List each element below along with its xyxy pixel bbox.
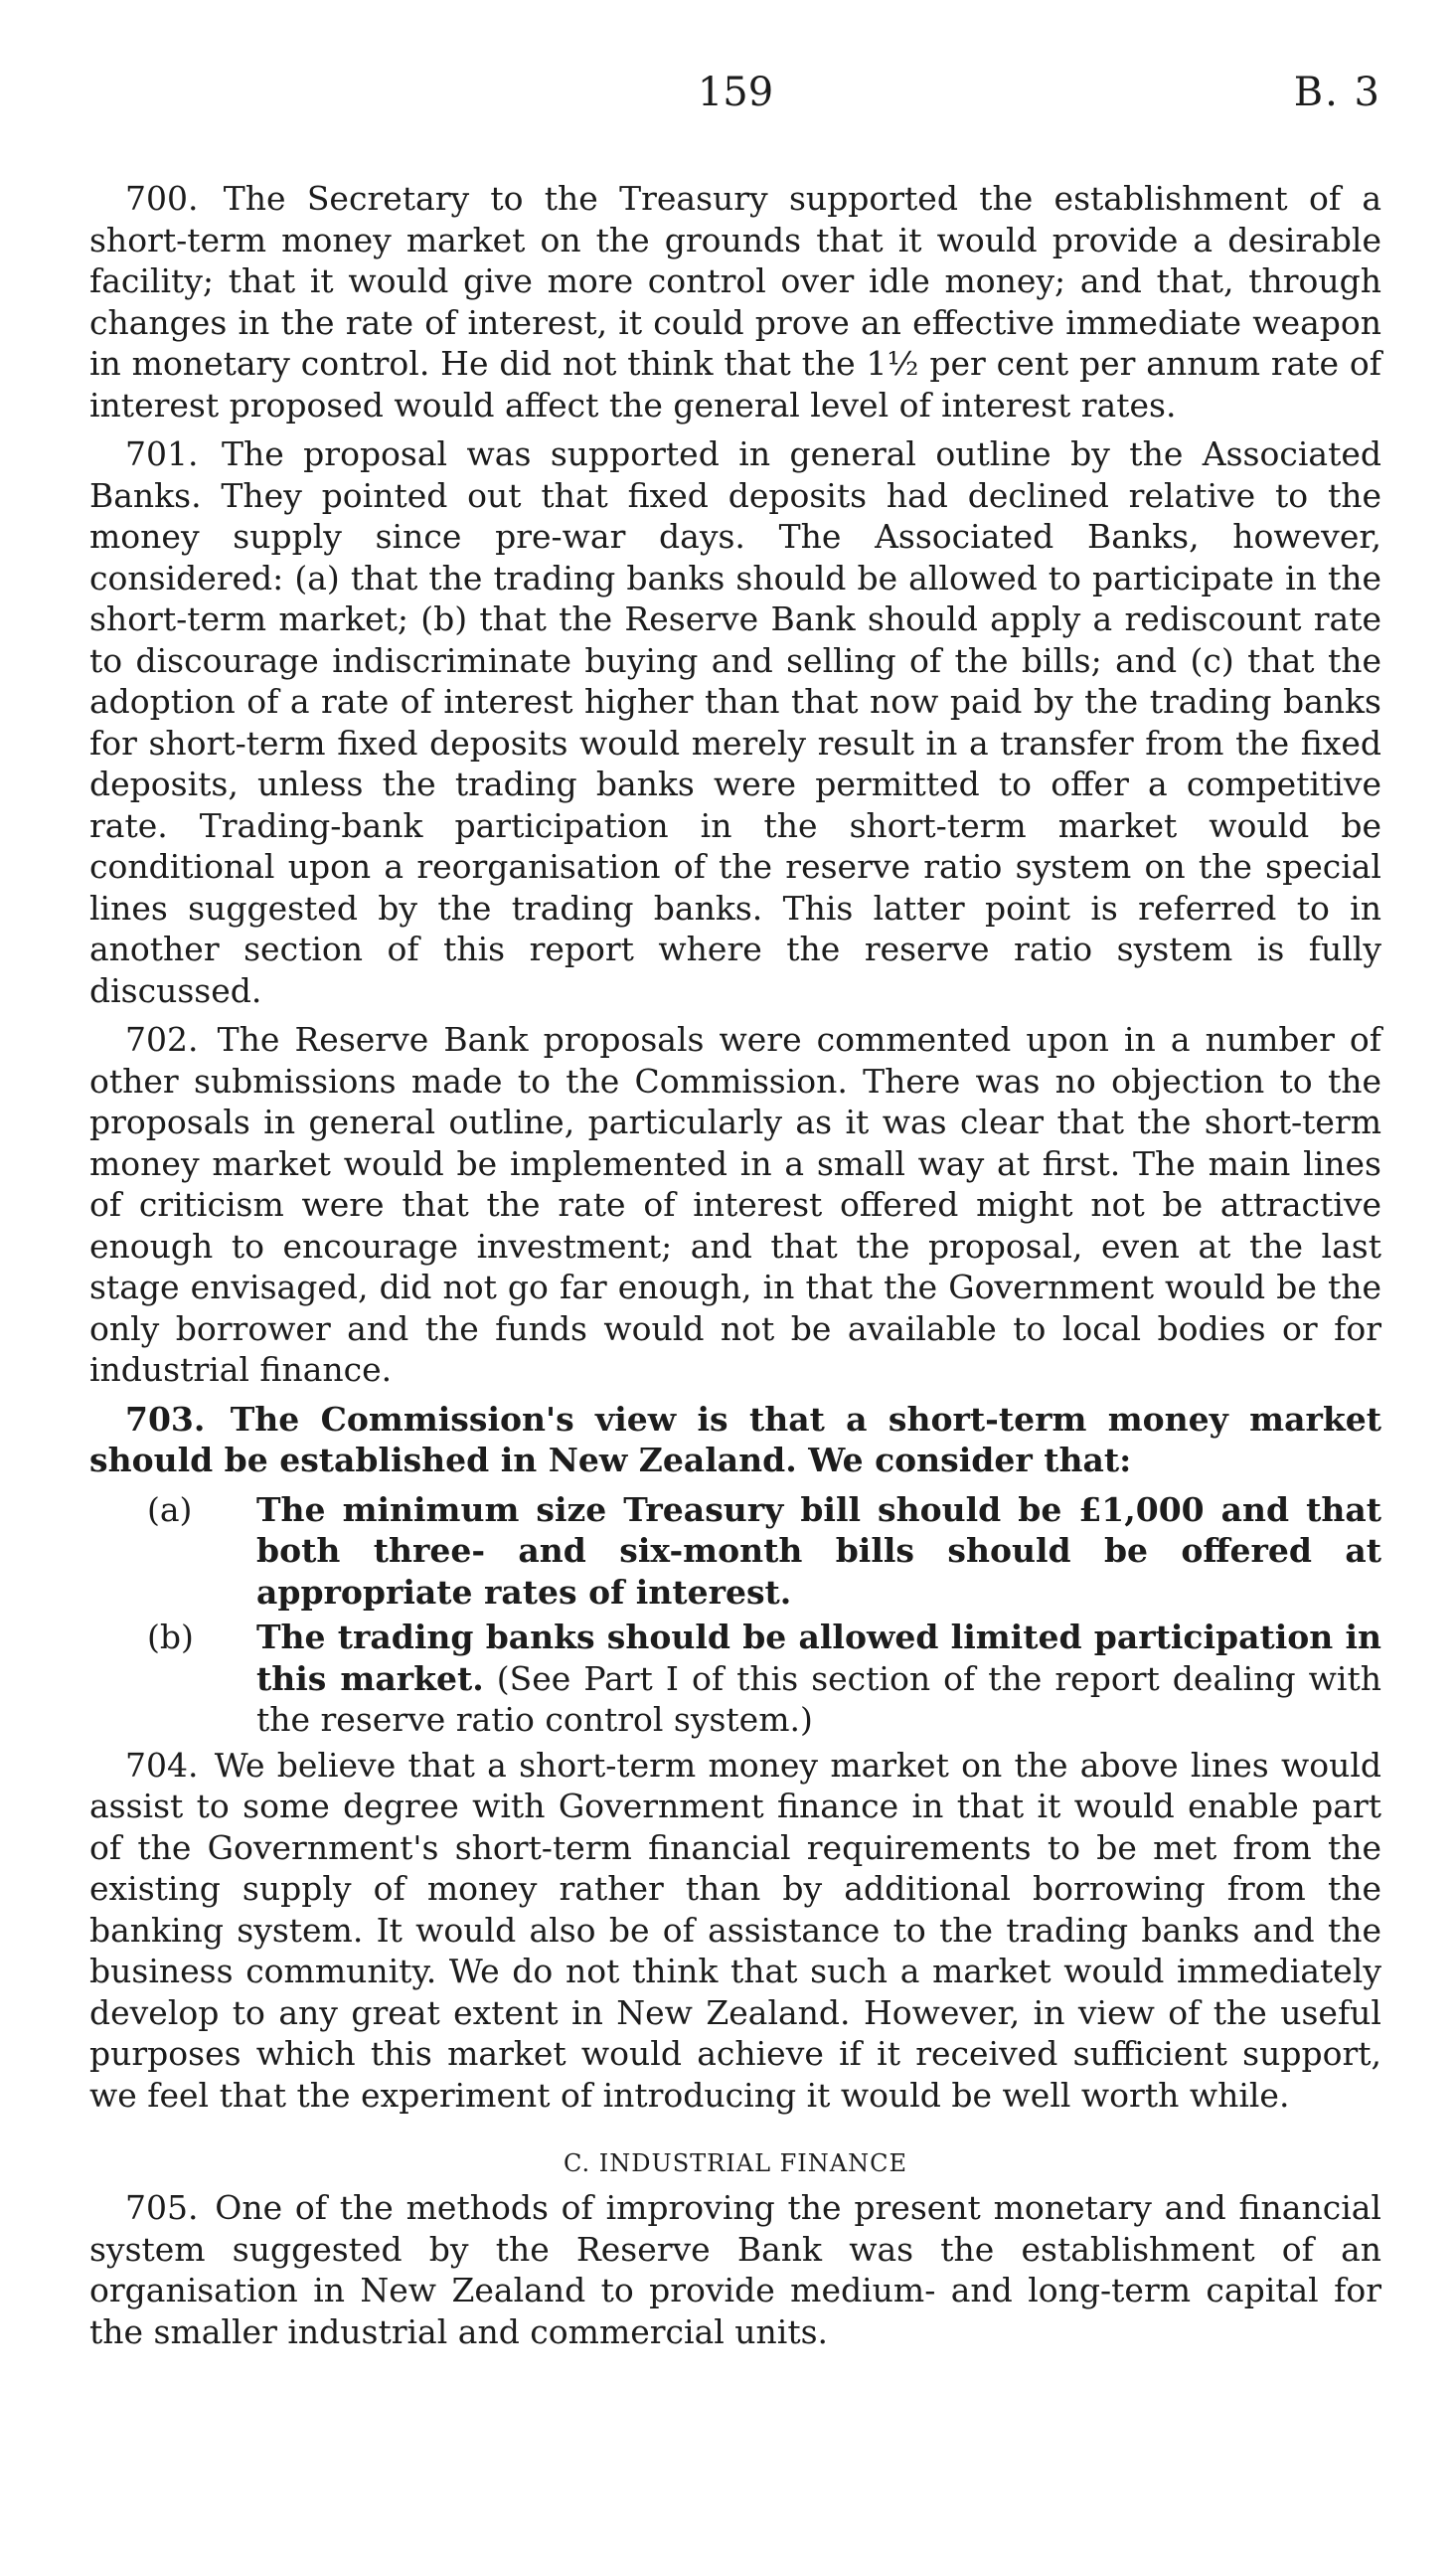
paragraph-702 <box>89 1019 1381 1391</box>
paragraph-text: The Commission's view is that a short-term money market should be established in New Zealand. We consider that: <box>89 1399 1381 1479</box>
paragraph-text: We believe that a short-term money market on the above lines would assist to some degree with Government finance in that it would enable part of the Government's short-term financial requirements to be met from the existing supply of money rather than by additional borrowing from the banking system. It would also be of assistance to the trading banks and the business community. We do not think that such a market would immediately develop to any great extent in New Zealand. However, in view of the useful purposes which this market would achieve if it received sufficient support, we feel that the experiment of introducing it would be well worth while. <box>89 1745 1381 2115</box>
item-bold-text: The minimum size Treasury bill should be £1,000 and that both three- and six-month bills should be offered at appropriate rates of interest. <box>256 1489 1381 1612</box>
item-marker: (b) <box>147 1618 194 1656</box>
recommendation-item-b <box>89 1617 1381 1741</box>
paragraph-705 <box>89 2187 1381 2352</box>
paragraph-700 <box>89 178 1381 426</box>
paragraph-number: 704. <box>125 1745 199 1785</box>
paragraph-text: The Secretary to the Treasury supported the establishment of a short-term money market on the grounds that it would provide a desirable facility; that it would give more control over idle money; and that, through changes in the rate of interest, it could prove an effective immediate weapon in monetary control. He did not think that the 1½ per cent per annum rate of interest proposed would affect the general level of interest rates. <box>89 179 1381 425</box>
section-heading: C. INDUSTRIAL FINANCE <box>564 2149 907 2177</box>
body-text <box>89 178 1381 2352</box>
paragraph-text: One of the methods of improving the present monetary and financial system suggested by the Reserve Bank was the establishment of an organisation in New Zealand to provide medium- and long-term capital for the smaller industrial and commercial units. <box>89 2188 1381 2351</box>
recommendation-item-a <box>89 1489 1381 1614</box>
paragraph-number: 703. <box>125 1399 206 1439</box>
paragraph-text: The Reserve Bank proposals were commented upon in a number of other submissions made to the Commission. There was no objection to the proposals in general outline, particularly as it was clear that the short-term money market would be implemented in a small way at first. The main lines of criticism were that the rate of interest offered might not be attractive enough to encourage investment; and that the proposal, even at the last stage envisaged, did not go far enough, in that the Government would be the only borrower and the funds would not be available to local bodies or for industrial finance. <box>89 1020 1381 1389</box>
paragraph-704 <box>89 1745 1381 2117</box>
document-page <box>89 70 1381 2360</box>
paragraph-701 <box>89 433 1381 1011</box>
item-bold-text: The trading banks should be allowed limited participation in this market. <box>256 1618 1381 1698</box>
page-number: 159 <box>697 70 774 115</box>
item-plain-text: (See Part I of this section of the report dealing with the reserve ratio control system.) <box>256 1658 1381 1739</box>
item-marker: (a) <box>147 1489 193 1529</box>
paragraph-number: 705. <box>125 2188 199 2227</box>
paragraph-text: The proposal was supported in general outline by the Associated Banks. They pointed out that fixed deposits had declined relative to the money supply since pre-war days. The Associated Banks, however, considered: (a) that the trading banks should be allowed to participate in the short-term market; (b) that the Reserve Bank should apply a rediscount rate to discourage indiscriminate buying and selling of the bills; and (c) that the adoption of a rate of interest higher than that now paid by the trading banks for short-term fixed deposits would merely result in a transfer from the fixed deposits, unless the trading banks were permitted to offer a competitive rate. Trading-bank participation in the short-term market would be conditional upon a reorganisation of the reserve ratio system on the special lines suggested by the trading banks. This latter point is referred to in another section of this report where the reserve ratio system is fully discussed. <box>89 434 1381 1010</box>
paragraph-703 <box>89 1399 1381 1481</box>
paragraph-number: 700. <box>125 179 199 218</box>
page-header <box>89 70 1381 133</box>
paragraph-number: 702. <box>125 1020 199 1059</box>
document-code: B. 3 <box>1293 70 1381 115</box>
paragraph-number: 701. <box>125 434 199 473</box>
